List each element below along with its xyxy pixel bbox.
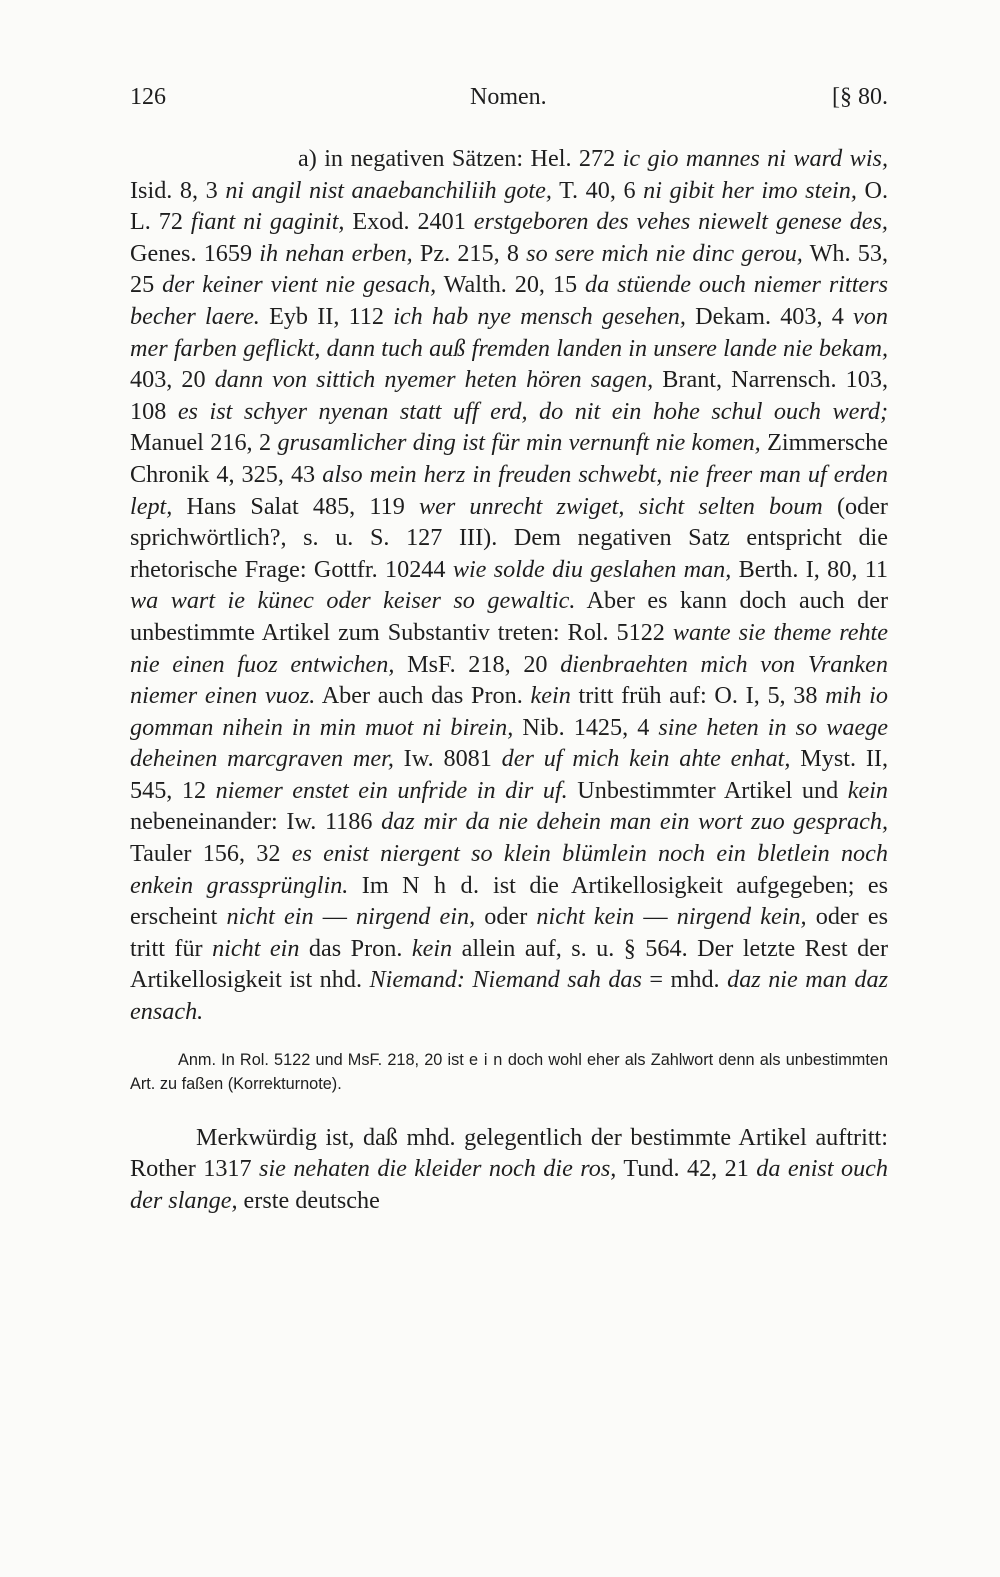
text-run: T. 40, 6 bbox=[551, 176, 644, 204]
text-run: Merkwürdig ist, daß mhd. gelegentlich der bestimmte Artikel auftritt: Rother 1317 bbox=[130, 1123, 888, 1183]
text-run: Manuel 216, 2 bbox=[130, 429, 278, 457]
text-run: Eyb II, 112 bbox=[259, 302, 394, 330]
italic-quotation: da enist ouch der slange, bbox=[130, 1155, 888, 1214]
text-run: Walth. 20, 15 bbox=[436, 271, 585, 299]
italic-quotation: da stüende ouch niemer ritters becher laere. bbox=[130, 271, 888, 330]
text-run: oder bbox=[475, 903, 537, 931]
italic-quotation: fiant ni gaginit, bbox=[190, 208, 345, 236]
italic-quotation: wante sie theme rehte nie einen fuoz entwichen, bbox=[130, 618, 888, 678]
text-run: tritt früh auf: O. I, 5, 38 bbox=[570, 682, 826, 710]
page-header bbox=[130, 84, 888, 124]
text-run: das Pron. bbox=[299, 934, 412, 962]
text-run: oder es tritt für bbox=[130, 903, 889, 962]
italic-quotation: ic gio mannes ni ward wis, bbox=[622, 145, 888, 172]
italic-quotation: wie solde diu geslahen man, bbox=[452, 555, 732, 583]
italic-quotation: der keiner vient nie gesach, bbox=[162, 271, 437, 299]
section-reference: [§ 80. bbox=[832, 84, 888, 110]
text-run: Zimmersche Chronik 4, 325, 43 bbox=[130, 429, 888, 488]
italic-quotation: nirgend ein, bbox=[356, 903, 476, 931]
text-run: MsF. 218, 20 bbox=[394, 650, 561, 678]
italic-quotation: daz nie man daz ensach. bbox=[130, 966, 888, 1026]
italic-quotation: nirgend kein, bbox=[676, 903, 807, 931]
italic-quotation: also mein herz in freuden schwebt, nie freer man uf erden lept, bbox=[130, 460, 888, 520]
running-title: Nomen. bbox=[470, 84, 547, 110]
text-run: a) in negativen Sätzen: Hel. 272 bbox=[298, 145, 623, 172]
text-run: Berth. I, 80, 11 bbox=[731, 555, 888, 583]
italic-quotation: kein bbox=[530, 682, 571, 710]
text-run: Iw. 8081 bbox=[393, 745, 502, 773]
text-run: — bbox=[313, 903, 357, 931]
italic-quotation: erstgeboren des vehes niewelt genese des, bbox=[473, 208, 888, 236]
italic-quotation: kein bbox=[411, 934, 453, 962]
text-run: = mhd. bbox=[641, 966, 728, 994]
italic-quotation: nicht ein bbox=[226, 903, 314, 931]
italic-quotation: so sere mich nie dinc gerou, bbox=[526, 239, 803, 267]
text-run: ist die Artikellosigkeit aufgegeben; es erscheint bbox=[130, 871, 888, 931]
text-run: Myst. II, 545, 12 bbox=[130, 745, 888, 804]
text-run: doch wohl eher als Zahlwort denn als unbestimmten Art. zu faßen (Korrekturnote). bbox=[130, 1050, 888, 1093]
text-run: Anm. In Rol. 5122 und MsF. 218, 20 ist bbox=[178, 1050, 469, 1069]
text-run: Dekam. 403, 4 bbox=[685, 302, 854, 330]
text-run: allein auf, s. u. § 564. Der letzte Rest der Artikellosigkeit ist nhd. bbox=[130, 934, 889, 994]
italic-quotation: grusamlicher ding ist für min vernunft nie komen, bbox=[277, 429, 761, 457]
italic-quotation: kein bbox=[847, 776, 889, 804]
italic-quotation: daz mir da nie dehein man ein wort zuo gesprach, bbox=[381, 808, 888, 836]
italic-quotation: ich hab nye mensch gesehen, bbox=[393, 302, 686, 330]
italic-quotation: nicht kein bbox=[536, 903, 635, 931]
italic-quotation: dienbraehten mich von Vranken niemer einen vuoz. bbox=[130, 650, 888, 710]
second-paragraph bbox=[130, 1122, 888, 1217]
spaced-emphasis: N h d. bbox=[402, 871, 480, 899]
text-run: Tund. 42, 21 bbox=[616, 1155, 757, 1183]
text-run: (oder sprichwörtlich?, s. u. S. 127 III). Dem negativen Satz entspricht die rhetorische Frage: Gottfr. 10244 bbox=[130, 492, 888, 583]
spaced-emphasis: e i n bbox=[468, 1050, 503, 1069]
text-run: Unbestimmter Artikel und bbox=[567, 776, 848, 804]
italic-quotation: nicht ein bbox=[212, 934, 300, 962]
italic-quotation: wa wart ie künec oder keiser so gewaltic. bbox=[130, 587, 576, 615]
italic-quotation: Niemand: Niemand sah das bbox=[369, 966, 642, 994]
text-run: Im bbox=[348, 871, 403, 899]
text-run: — bbox=[634, 903, 677, 931]
page-number: 126 bbox=[130, 84, 166, 110]
italic-quotation: sie nehaten die kleider noch die ros, bbox=[259, 1155, 617, 1183]
text-run: Hans Salat 485, 119 bbox=[172, 492, 419, 520]
italic-quotation: niemer enstet ein unfride in dir uf. bbox=[215, 776, 568, 804]
text-run: erste deutsche bbox=[237, 1186, 380, 1214]
italic-quotation: von mer farben geflickt, dann tuch auß fremden landen in unsere lande nie bekam, bbox=[130, 302, 888, 362]
text-run: Wh. 53, 25 bbox=[130, 239, 889, 299]
text-run: Isid. 8, 3 bbox=[130, 176, 226, 204]
italic-quotation: ih nehan erben, bbox=[259, 239, 413, 267]
italic-quotation: ni gibit her imo stein, bbox=[643, 176, 857, 204]
text-run: nebeneinander: Iw. 1186 bbox=[130, 808, 382, 836]
main-paragraph bbox=[130, 143, 888, 1028]
italic-quotation: es ist schyer nyenan statt uff erd, do nit ein hohe schul ouch werd; bbox=[177, 397, 889, 425]
text-run: Brant, Narrensch. 103, 108 bbox=[130, 366, 888, 425]
italic-quotation: wer unrecht zwiget, sicht selten boum bbox=[418, 492, 823, 520]
text-run: 403, 20 bbox=[130, 366, 215, 394]
annotation-note bbox=[130, 1048, 888, 1096]
italic-quotation: mih io gomman nihein in min muot ni birein, bbox=[130, 682, 888, 741]
text-run: O. L. 72 bbox=[130, 176, 889, 236]
italic-quotation: es enist niergent so klein blümlein noch ein bletlein noch enkein grassprünglin. bbox=[130, 840, 888, 899]
italic-quotation: der uf mich kein ahte enhat, bbox=[501, 745, 791, 773]
text-run: Genes. 1659 bbox=[130, 239, 260, 267]
text-run: Exod. 2401 bbox=[344, 208, 474, 236]
italic-quotation: ni angil nist anaebanchiliih gote, bbox=[225, 176, 552, 204]
text-run: Aber auch das Pron. bbox=[315, 682, 531, 710]
text-run: Nib. 1425, 4 bbox=[513, 713, 659, 741]
page-body bbox=[130, 143, 888, 1216]
text-run: Aber es kann doch auch der unbestimmte Artikel zum Substantiv treten: Rol. 5122 bbox=[130, 587, 889, 646]
italic-quotation: dann von sittich nyemer heten hören sagen, bbox=[214, 366, 654, 394]
italic-quotation: sine heten in so waege deheinen marcgraven mer, bbox=[130, 713, 889, 773]
text-run: Tauler 156, 32 bbox=[130, 840, 292, 868]
text-run: Pz. 215, 8 bbox=[412, 239, 527, 267]
